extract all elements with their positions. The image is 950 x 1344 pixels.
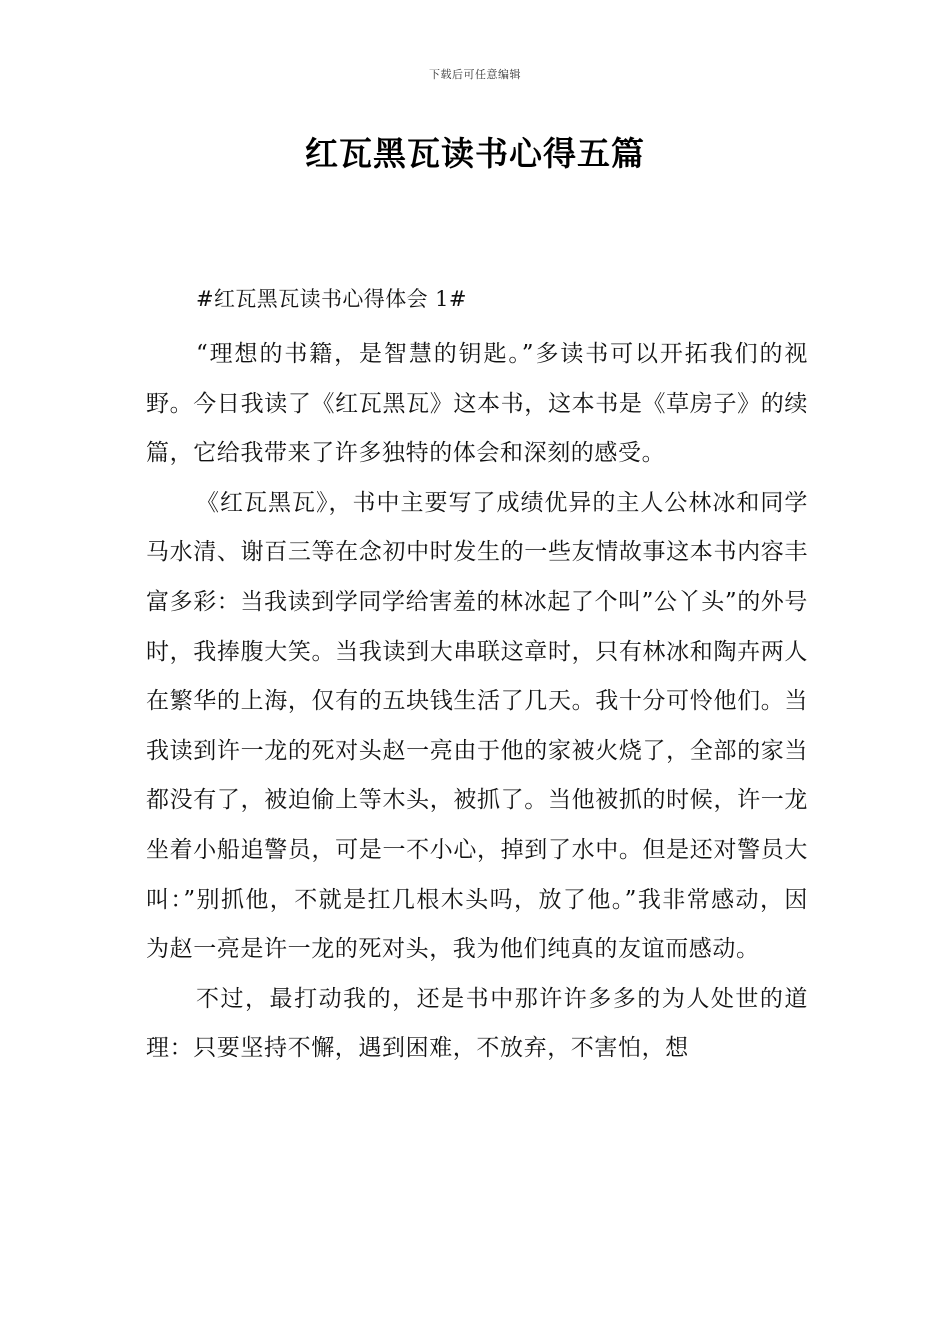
section-heading: #红瓦黑瓦读书心得体会 1# bbox=[196, 287, 467, 311]
document-title: 红瓦黑瓦读书心得五篇 bbox=[305, 134, 645, 173]
paragraph: 《红瓦黑瓦》，书中主要写了成绩优异的主人公林冰和同学马水清、谢百三等在念初中时发生的一些友情故事这本书内容丰富多彩：当我读到学同学给害羞的林冰起了个叫”公丫头”的外号时，我捧腹大笑。当我读到大串联这章时，只有林冰和陶卉两人在繁华的上海，仅有的五块钱生活了几天。我十分可怜他们。当我读到许一龙的死对头赵一亮由于他的家被火烧了，全部的家当都没有了，被迫偷上等木头，被抓了。当他被抓的时候，许一龙坐着小船追警员，可是一不小心，掉到了水中。但是还对警员大叫：”别抓他，不就是扛几根木头吗，放了他。”我非常感动，因为赵一亮是许一龙的死对头，我为他们纯真的友谊而感动。 bbox=[146, 489, 808, 963]
header-note: 下载后可任意编辑 bbox=[429, 68, 521, 81]
paragraph: “理想的书籍，是智慧的钥匙。”多读书可以开拓我们的视野。今日我读了《红瓦黑瓦》这本书，这本书是《草房子》的续篇，它给我带来了许多独特的体会和深刻的感受。 bbox=[146, 341, 808, 467]
paragraph: 不过，最打动我的，还是书中那许许多多的为人处世的道理：只要坚持不懈，遇到困难，不放弃，不害怕，想 bbox=[146, 985, 808, 1062]
document-body bbox=[146, 281, 808, 1074]
